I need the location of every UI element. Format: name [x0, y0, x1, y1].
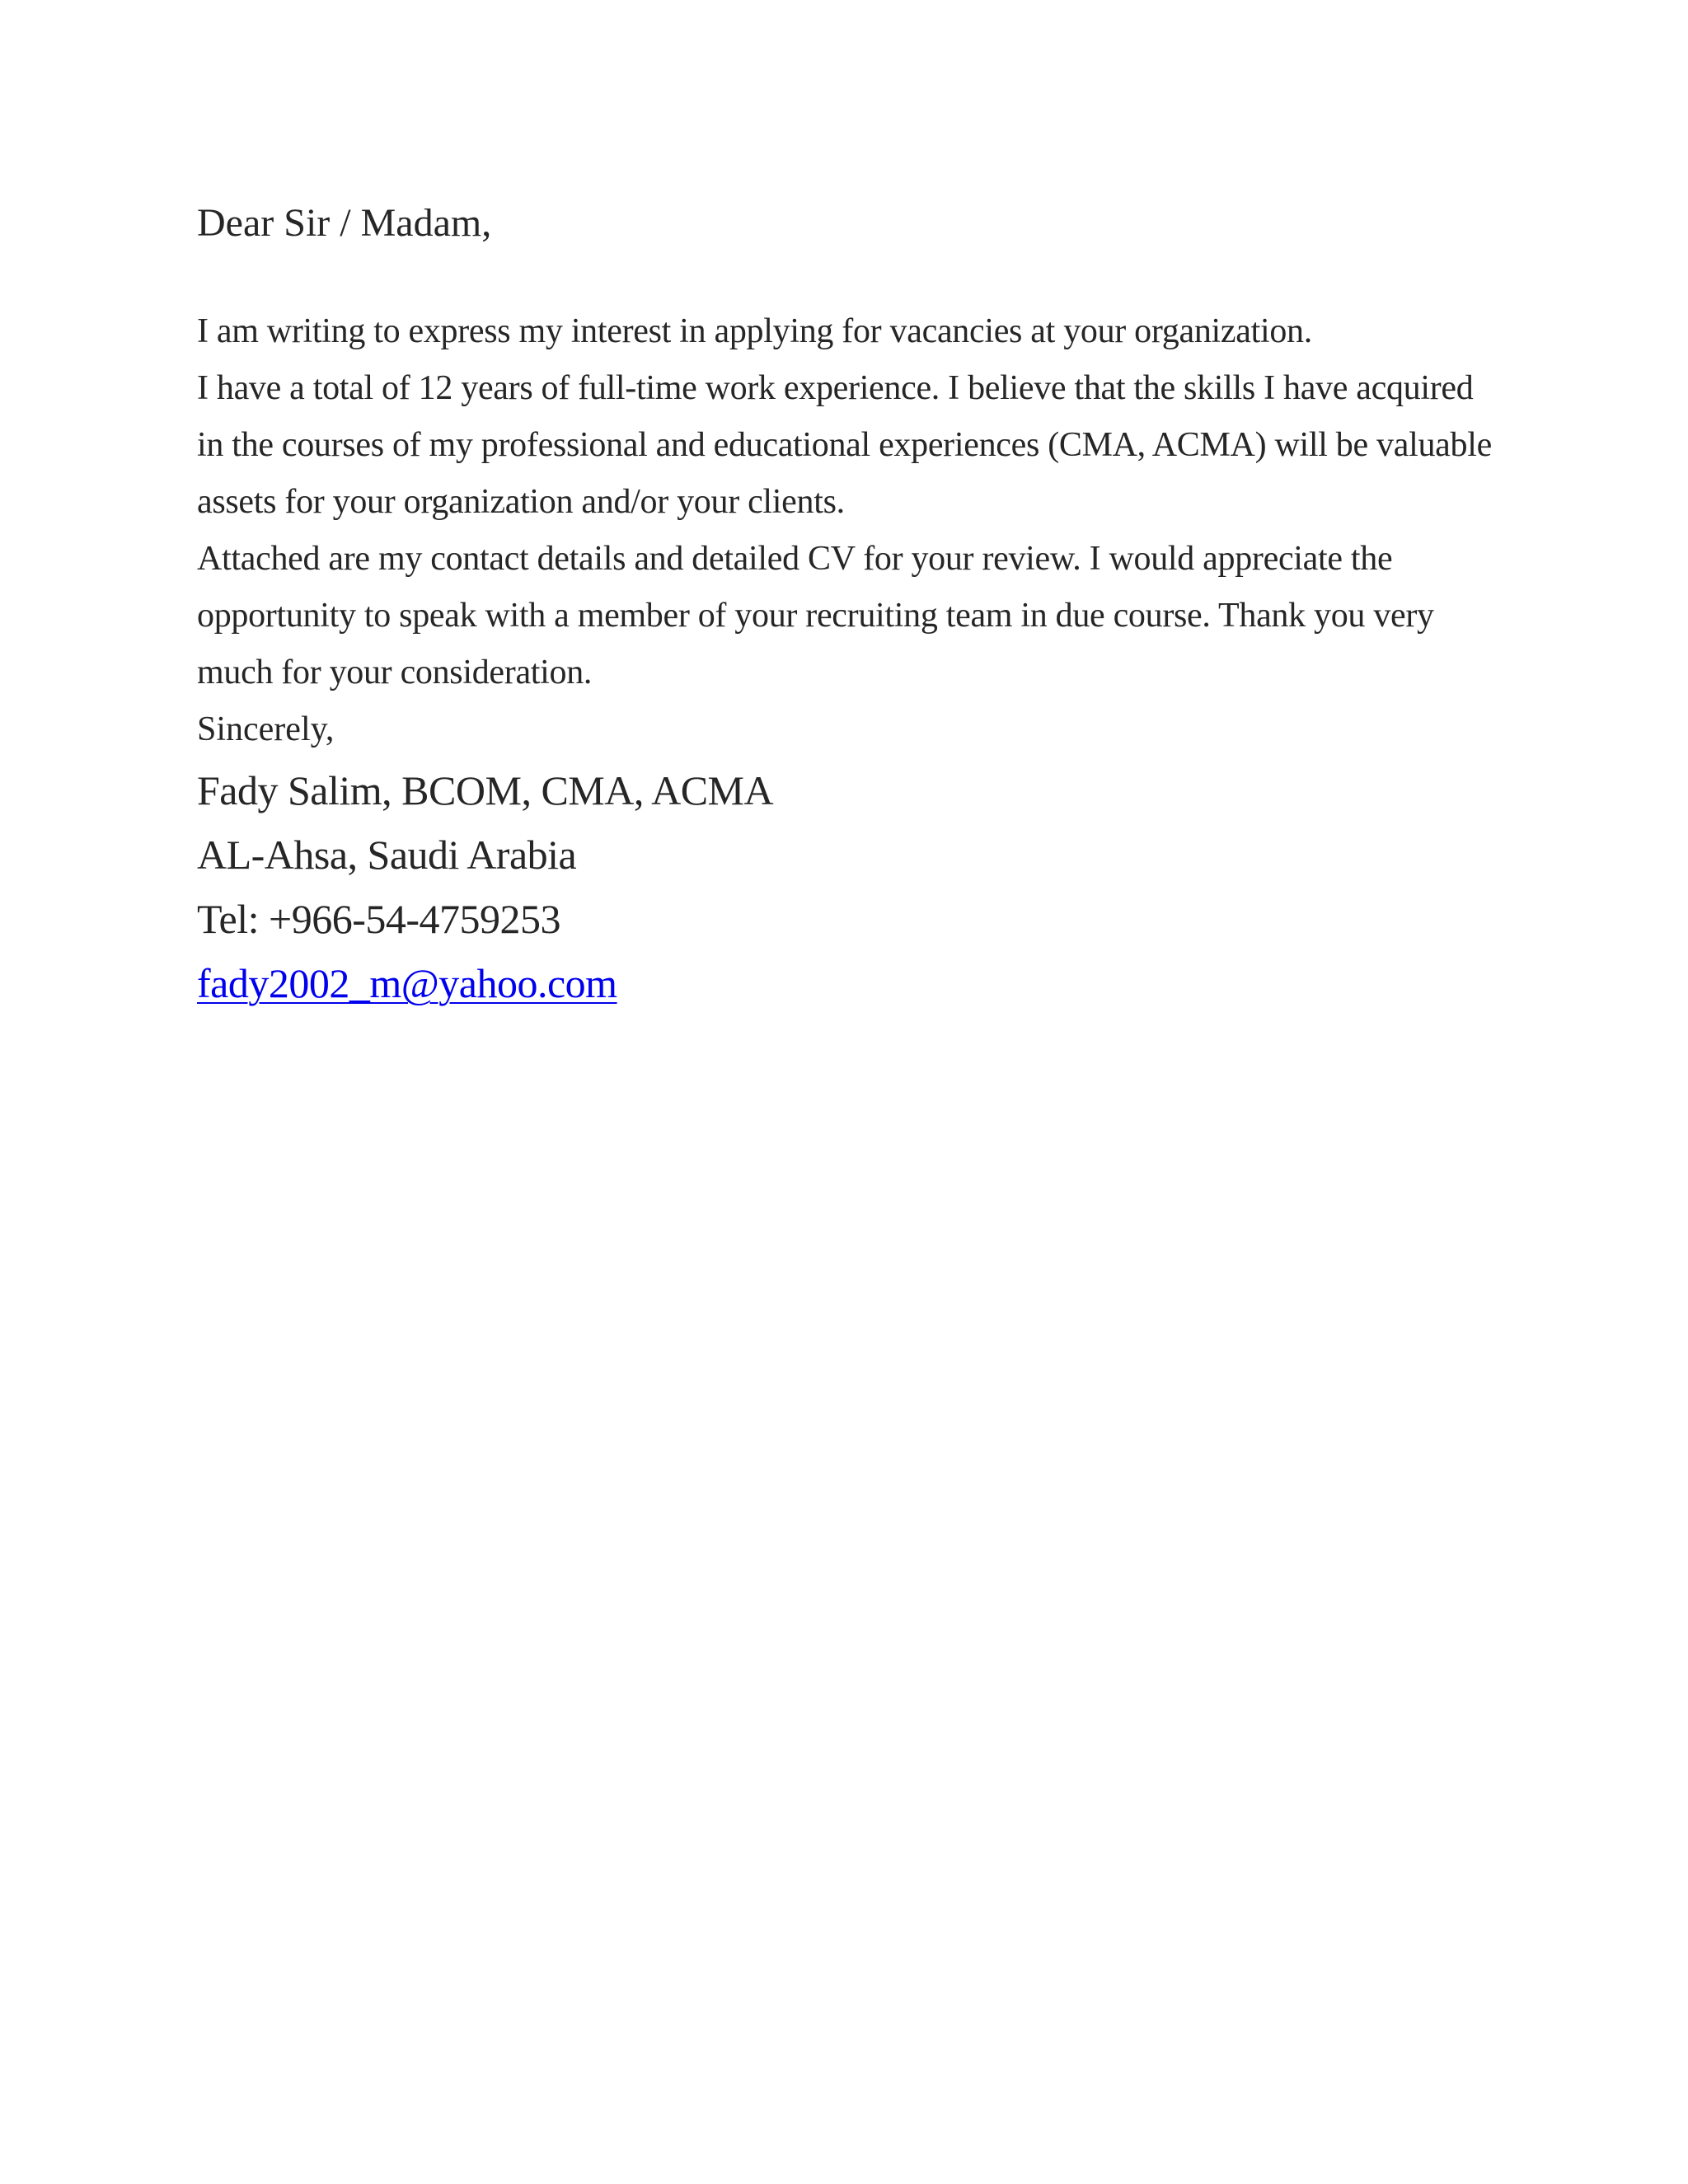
paragraph-interest: I am writing to express my interest in applying for vacancies at your organization. [197, 312, 1312, 350]
paragraph-attachment: Attached are my contact details and detailed CV for your review. I would appreciate the opportunity to speak with a member of your recruiting team in due course. Thank you very much for your consideration. [197, 540, 1434, 691]
email-link[interactable]: fady2002_m@yahoo.com [197, 960, 617, 1006]
cover-letter [197, 194, 1499, 1015]
paragraph-experience: I have a total of 12 years of full-time work experience. I believe that the skills I have acquired in the courses of my professional and educational experiences (CMA, ACMA) will be valuable assets for your organization and/or your clients. [197, 369, 1492, 521]
closing: Sincerely, [197, 710, 335, 748]
signature-name: Fady Salim, BCOM, CMA, ACMA [197, 767, 774, 813]
signature-phone: Tel: +966-54-4759253 [197, 896, 561, 942]
signature-block [197, 758, 1499, 1015]
signature-location: AL-Ahsa, Saudi Arabia [197, 832, 577, 878]
salutation: Dear Sir / Madam, [197, 201, 492, 245]
